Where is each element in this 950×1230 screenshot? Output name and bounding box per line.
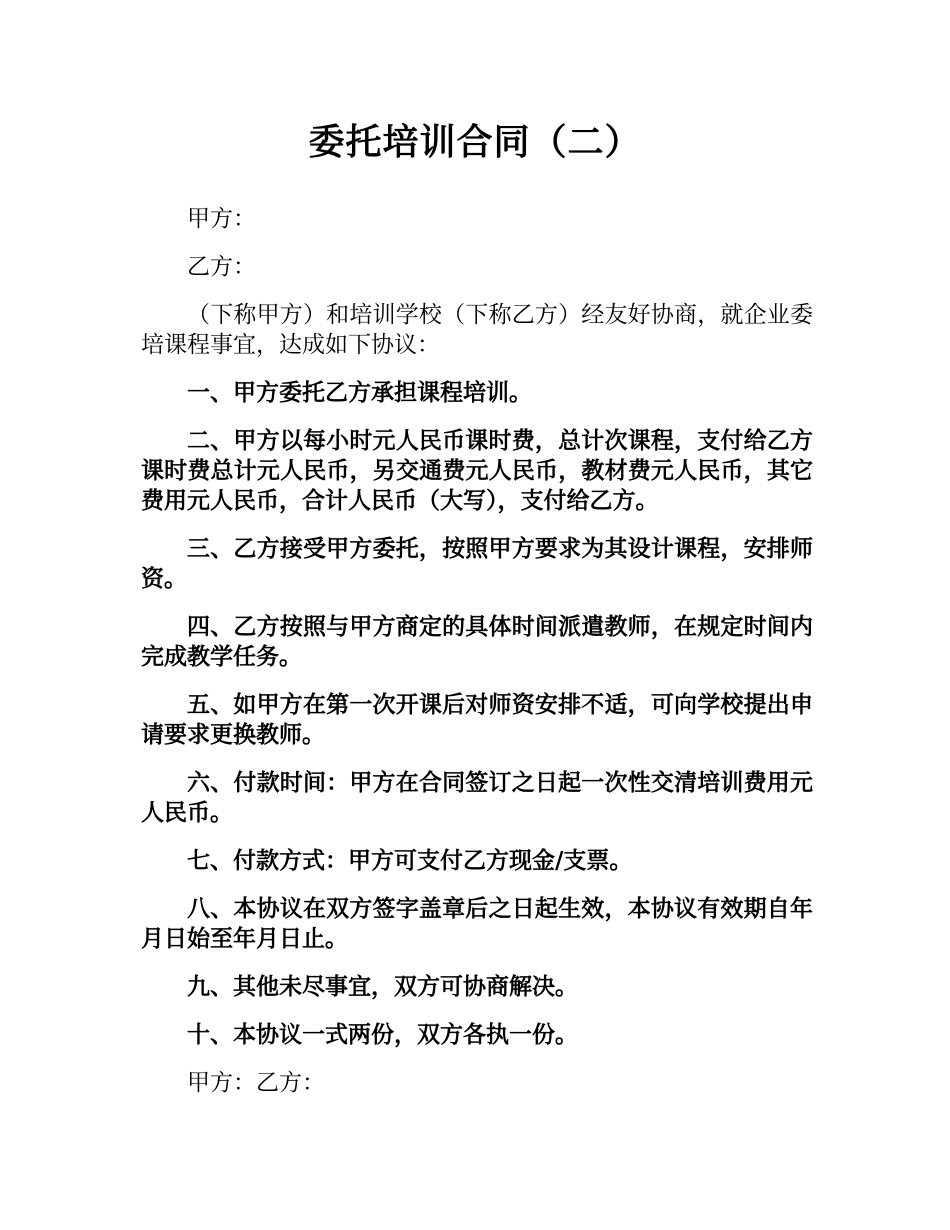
document-title: 委托培训合同（二） (308, 122, 642, 163)
party-a-line: 甲方： (187, 206, 256, 232)
clause-8: 八、本协议在双方签字盖章后之日起生效，本协议有效期自年月日始至年月日止。 (141, 895, 813, 952)
document-body (141, 200, 813, 1116)
signature-line: 甲方：乙方： (187, 1070, 325, 1096)
clause-2: 二、甲方以每小时元人民币课时费，总计次课程，支付给乙方课时费总计元人民币，另交通费元人民币，教材费元人民币，其它费用元人民币，合计人民币（大写），支付给乙方。 (141, 427, 813, 514)
clause-1: 一、甲方委托乙方承担课程培训。 (187, 379, 532, 406)
party-b-line: 乙方： (187, 254, 256, 280)
clause-4: 四、乙方按照与甲方商定的具体时间派遣教师，在规定时间内完成教学任务。 (141, 613, 813, 670)
intro-paragraph: （下称甲方）和培训学校（下称乙方）经友好协商，就企业委培课程事宜，达成如下协议： (141, 302, 813, 358)
clause-6: 六、付款时间：甲方在合同签订之日起一次性交清培训费用元人民币。 (141, 769, 813, 826)
clause-7: 七、付款方式：甲方可支付乙方现金/支票。 (187, 847, 633, 874)
clause-5: 五、如甲方在第一次开课后对师资安排不适，可向学校提出申请要求更换教师。 (141, 691, 813, 748)
clause-10: 十、本协议一式两份，双方各执一份。 (187, 1021, 578, 1048)
clause-9: 九、其他未尽事宜，双方可协商解决。 (187, 973, 578, 1000)
clause-3: 三、乙方接受甲方委托，按照甲方要求为其设计课程，安排师资。 (141, 535, 813, 592)
